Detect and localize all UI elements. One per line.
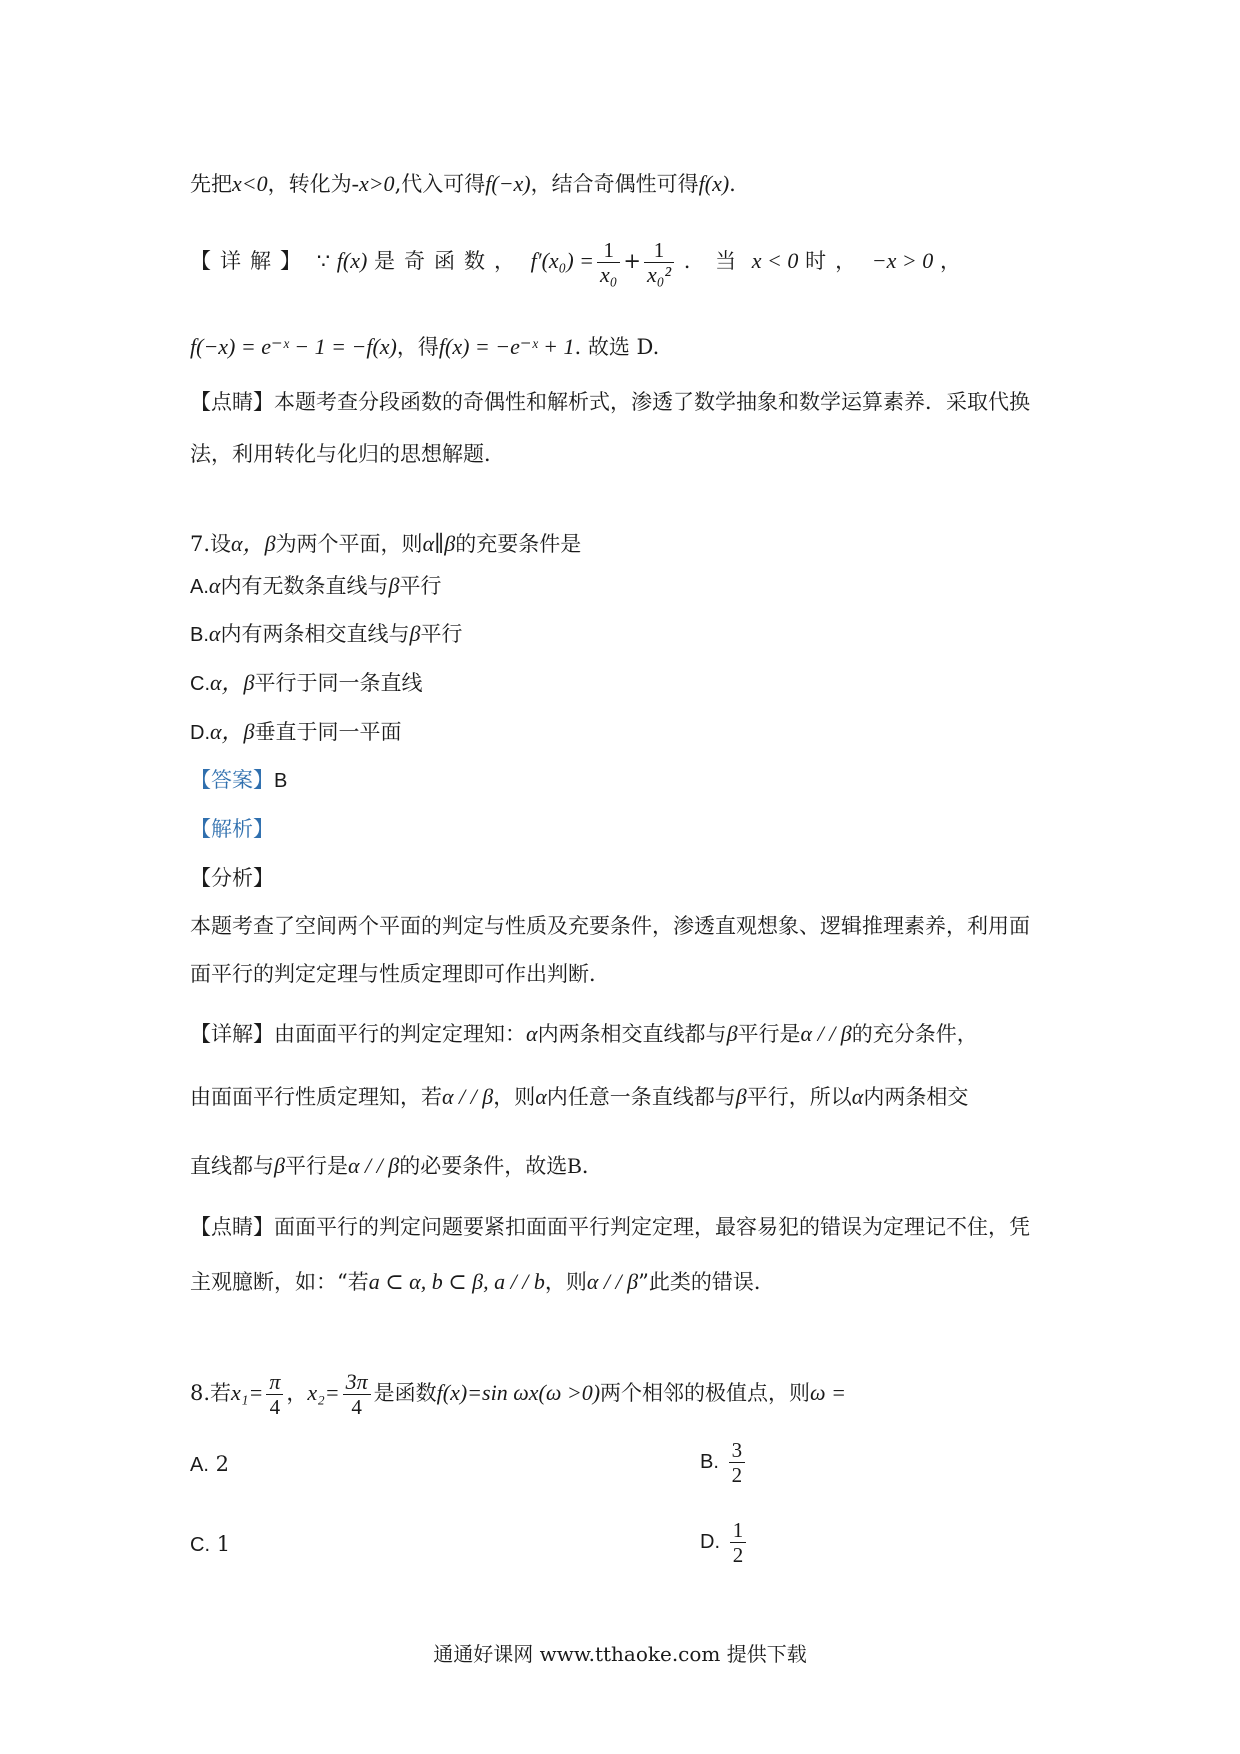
detail-text: 的充分条件， xyxy=(851,1022,978,1046)
detail-text: 内任意一条直线都与 xyxy=(546,1085,736,1109)
math-expr: α / / β xyxy=(347,1153,400,1178)
math-expr: α∥β xyxy=(422,531,456,556)
option-label: A. xyxy=(190,1454,209,1476)
detail-text: 内两条相交直线都与 xyxy=(537,1022,727,1046)
answer-choice: B xyxy=(567,1153,582,1178)
page-footer: 通通好课网 www.tthaoke.com 提供下载 xyxy=(433,1642,807,1666)
option-text: 平行于同一条直线 xyxy=(254,671,423,695)
detail-text: ． xyxy=(581,1154,603,1178)
fraction xyxy=(730,1518,747,1567)
math-var: α xyxy=(208,621,221,646)
math-expr: α / / β xyxy=(800,1021,852,1046)
q7-comment-line1 xyxy=(190,1213,1030,1241)
fraction xyxy=(597,238,620,287)
detail-text: 直线都与 xyxy=(190,1154,274,1178)
q6-detail-line2 xyxy=(190,333,659,361)
comment-text: 法，利用转化与化归的思想解题． xyxy=(190,442,505,466)
option-text: 内有无数条直线与 xyxy=(220,574,389,598)
math-var: β xyxy=(735,1084,747,1109)
math-expr: ω = xyxy=(810,1380,846,1405)
math-cond: (ω >0) xyxy=(538,1380,601,1405)
comment-text: ”此类的错误． xyxy=(638,1270,775,1294)
q8-option-c xyxy=(190,1530,230,1559)
intro-text: 先把 xyxy=(190,172,232,196)
detail-text: ，则 xyxy=(493,1085,536,1109)
option-value: 2 xyxy=(215,1452,229,1476)
detail-text: 的必要条件，故选 xyxy=(399,1154,568,1178)
detail-text: . 故选 D. xyxy=(574,335,660,359)
stem-text: 两个相邻的极值点，则 xyxy=(600,1381,811,1405)
q8-option-d xyxy=(700,1518,749,1567)
fraction-denominator: 2 xyxy=(732,1543,744,1567)
fraction-numerator: 3π xyxy=(343,1370,371,1395)
q6-comment-line2 xyxy=(190,440,505,468)
math-cond: −x > 0 xyxy=(871,248,934,273)
math-var: α xyxy=(851,1084,864,1109)
question-number: 7.设 xyxy=(190,532,232,556)
fraction-numerator: π xyxy=(266,1370,283,1395)
intro-text: ,代入可得 xyxy=(394,172,486,196)
q7-fenxi-label: 【分析】 xyxy=(190,866,274,890)
math-vars: α，β xyxy=(231,531,276,556)
question-number: 8.若 xyxy=(190,1381,232,1405)
fraction-denominator: 4 xyxy=(351,1395,362,1419)
intro-text: ，转化为 xyxy=(267,172,352,196)
math-var: α，β xyxy=(210,670,255,695)
q8-stem xyxy=(190,1370,846,1419)
q6-detail-line1 xyxy=(190,238,961,287)
math-expr: f(x) xyxy=(336,248,368,273)
fraction-numerator: 3 xyxy=(729,1438,746,1463)
q6-comment-line1 xyxy=(190,388,1030,416)
plus-sign: + xyxy=(623,249,642,273)
option-label: B. xyxy=(700,1451,719,1473)
math-var: α xyxy=(526,1021,538,1046)
q7-fenxi-line1: 本题考查了空间两个平面的判定与性质及充要条件，渗透直观想象、逻辑推理素养，利用面 xyxy=(190,914,1030,938)
fraction xyxy=(343,1370,371,1419)
option-text: 内有两条相交直线与 xyxy=(220,622,410,646)
math-var: α，β xyxy=(210,719,255,744)
option-label: A. xyxy=(190,576,209,598)
fraction xyxy=(266,1370,283,1419)
fraction-numerator: 1 xyxy=(644,238,674,263)
option-label: D. xyxy=(190,722,210,744)
detail-text: ， xyxy=(939,249,961,273)
math-expr: f(−x) = e⁻ˣ − 1 = −f(x) xyxy=(190,334,397,359)
q7-detail-line1 xyxy=(190,1020,978,1048)
stem-text: 为两个平面，则 xyxy=(275,532,423,556)
detail-text: 时， xyxy=(805,249,866,273)
because-symbol: ∵ xyxy=(316,249,331,273)
math-var: α xyxy=(535,1084,547,1109)
q7-detail-line2 xyxy=(190,1083,968,1111)
q7-option-a xyxy=(190,572,441,601)
fraction-numerator: 1 xyxy=(597,238,620,263)
math-var: β xyxy=(388,573,400,598)
detail-label: 【详解】 xyxy=(190,1022,274,1046)
answer-label: 【答案】 xyxy=(190,768,274,792)
detail-label: 【详解】 xyxy=(190,249,310,273)
option-text: 垂直于同一平面 xyxy=(254,720,402,744)
separator: ， xyxy=(286,1381,308,1405)
intro-line xyxy=(190,170,736,198)
q7-comment-line2 xyxy=(190,1268,775,1296)
fraction-denominator: x₀ xyxy=(600,262,618,287)
detail-text: 是奇函数， xyxy=(373,249,524,273)
math-var: β xyxy=(274,1153,285,1178)
option-label: C. xyxy=(190,673,210,695)
math-expr: f(x)=sin ωx xyxy=(436,1380,539,1405)
option-label: B. xyxy=(190,624,209,646)
option-text: 平行 xyxy=(399,574,442,598)
detail-text: 平行，所以 xyxy=(746,1085,852,1109)
math-expr: f(x) = −e⁻ˣ + 1 xyxy=(438,334,575,359)
math-expr: α / / β xyxy=(442,1084,494,1109)
q7-answer xyxy=(190,766,287,795)
option-label: C. xyxy=(190,1534,210,1556)
q7-option-d xyxy=(190,718,402,747)
math-var: β xyxy=(409,621,421,646)
option-text: 平行 xyxy=(420,622,463,646)
math-expr: f(x) xyxy=(698,171,730,196)
math-var: x₂= xyxy=(307,1380,340,1405)
detail-text: 平行是 xyxy=(284,1154,348,1178)
q7-option-b xyxy=(190,620,462,649)
fraction-numerator: 1 xyxy=(730,1518,747,1543)
q8-option-a xyxy=(190,1450,229,1479)
fraction xyxy=(729,1438,746,1487)
intro-text: . xyxy=(729,172,736,196)
detail-text: 内两条相交 xyxy=(863,1085,969,1109)
math-cond: x < 0 xyxy=(751,248,799,273)
detail-text: 平行是 xyxy=(737,1022,801,1046)
math-cond: x<0 xyxy=(232,171,268,196)
comment-text: 主观臆断，如：“若 xyxy=(190,1270,369,1294)
q7-stem xyxy=(190,530,581,558)
q8-option-b xyxy=(700,1438,748,1487)
q7-detail-line3 xyxy=(190,1152,603,1180)
intro-text: ，结合奇偶性可得 xyxy=(530,172,699,196)
detail-text: ，得 xyxy=(396,335,439,359)
stem-text: 是函数 xyxy=(373,1381,437,1405)
option-value: 1 xyxy=(216,1532,231,1556)
option-label: D. xyxy=(700,1531,720,1553)
math-cond: -x>0 xyxy=(351,171,395,196)
detail-text: . 当 xyxy=(683,249,746,273)
math-var: x₁= xyxy=(231,1380,264,1405)
detail-text: 由面面平行性质定理知，若 xyxy=(190,1085,442,1109)
q7-option-c xyxy=(190,669,423,698)
comment-label: 【点睛】 xyxy=(190,1215,274,1239)
fraction-denominator: x₀² xyxy=(647,262,672,287)
math-var: α xyxy=(208,573,221,598)
answer-value: B xyxy=(274,770,288,792)
comment-text: ，则 xyxy=(544,1270,587,1294)
comment-text: 面面平行的判定问题要紧扣面面平行判定定理，最容易犯的错误为定理记不住，凭 xyxy=(274,1215,1030,1239)
comment-label: 【点睛】 xyxy=(190,390,274,414)
math-expr: f′(x₀) = xyxy=(530,248,594,273)
stem-text: 的充要条件是 xyxy=(455,532,582,556)
fraction-denominator: 2 xyxy=(731,1463,743,1487)
q7-fenxi-line2: 面平行的判定定理与性质定理即可作出判断． xyxy=(190,962,610,986)
math-expr: α / / β xyxy=(586,1269,639,1294)
math-expr: f(−x) xyxy=(485,171,531,196)
fraction-denominator: 4 xyxy=(269,1395,281,1419)
fraction xyxy=(644,238,674,287)
math-expr: a ⊂ α, b ⊂ β, a / / b xyxy=(368,1269,545,1294)
q7-analysis-label: 【解析】 xyxy=(190,817,274,841)
comment-text: 本题考查分段函数的奇偶性和解析式，渗透了数学抽象和数学运算素养．采取代换 xyxy=(274,390,1030,414)
math-var: β xyxy=(726,1021,738,1046)
detail-text: 由面面平行的判定定理知： xyxy=(274,1022,526,1046)
